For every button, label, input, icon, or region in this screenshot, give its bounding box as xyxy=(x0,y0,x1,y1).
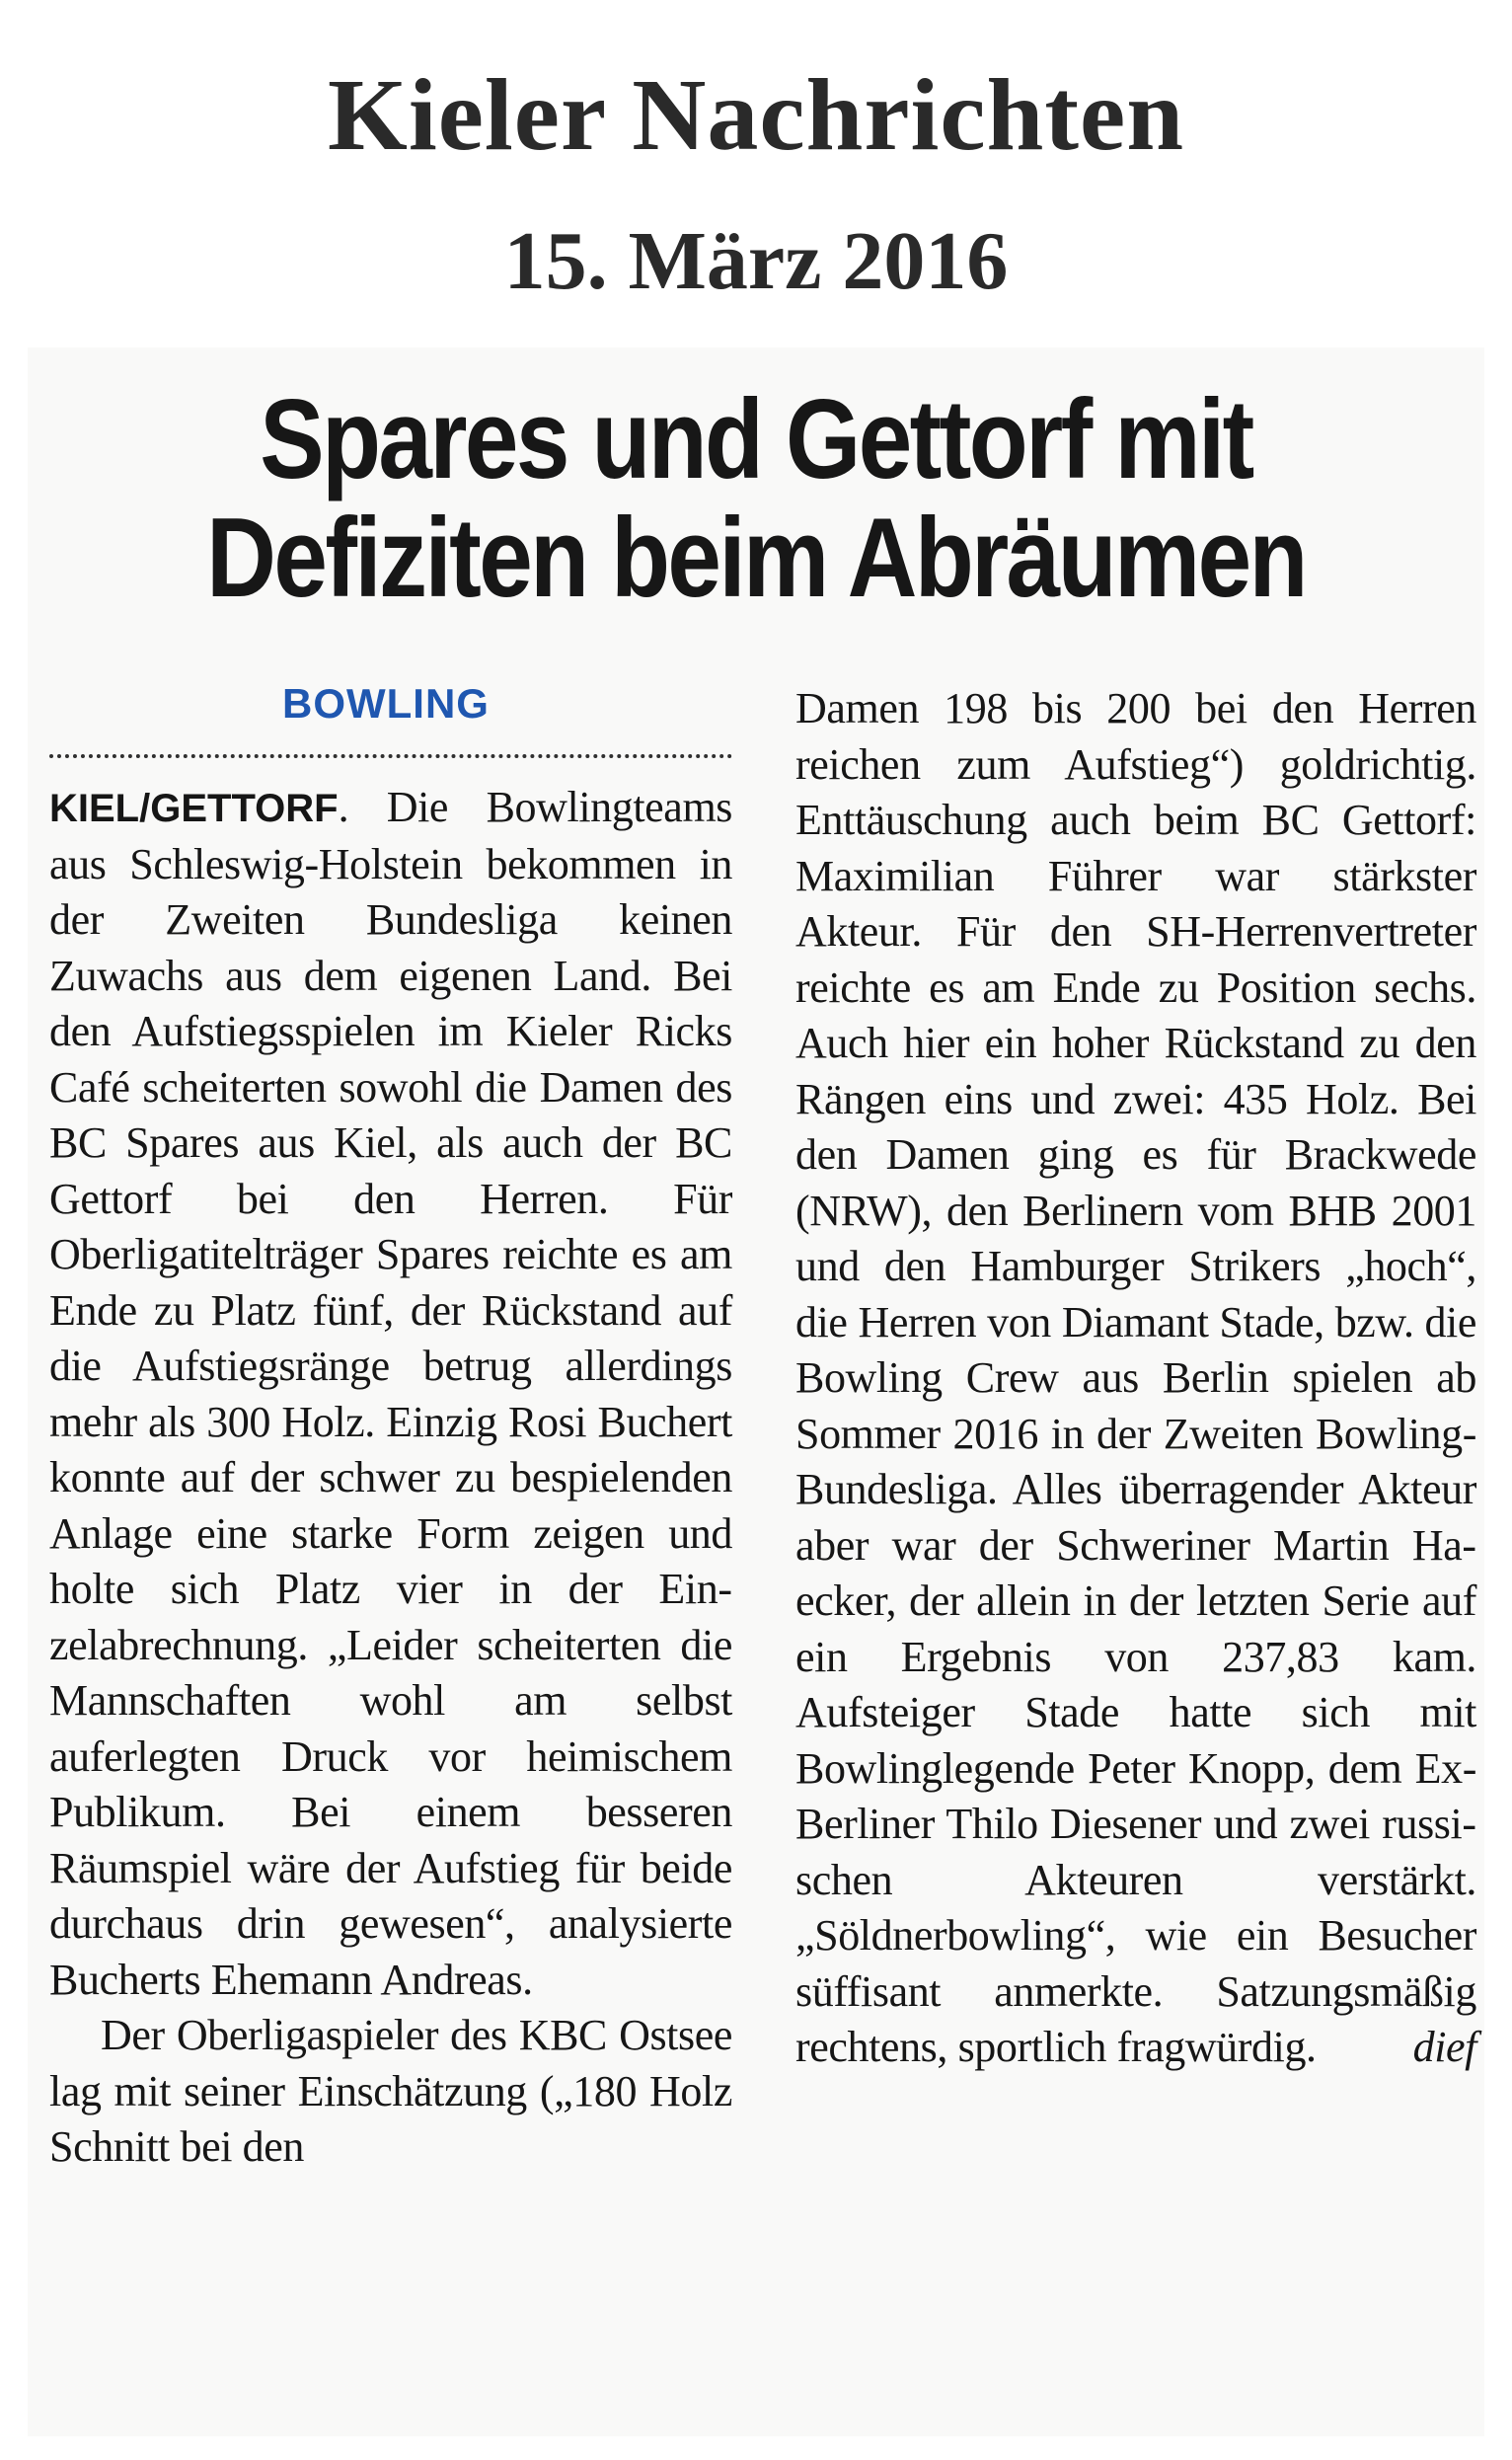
article-column-left xyxy=(49,780,732,2176)
article-headline xyxy=(106,377,1406,621)
headline-line-1: Spares und Gettorf mit xyxy=(260,377,1252,502)
paragraph-intro-text: . Die Bowlingteams aus Schleswig-Holstein bekommen in der Zweiten Bundesliga keinen Zuwachs aus dem eigenen Land. Bei den Aufstiegsspielen im Kieler Ricks Café scheiterten sowohl die Damen des BC Spares aus Kiel, als auch der BC Gettorf bei den Herren. Für Oberligatitelträger Spares reichte es am Ende zu Platz fünf, der Rückstand auf die Aufstiegsränge betrug allerdings mehr als 300 Holz. Einzig Rosi Buchert konnte auf der schwer zu bespielenden Anlage eine starke Form zeigen und holte sich Platz vier in der Einzelabrechnung. „Leider scheiterten die Mannschaften wohl am selbst auferlegten Druck vor heimischem Publikum. Bei einem besseren Räumspiel wäre der Aufstieg für beide durchaus drin gewesen“, analysierte Bucherts Ehemann Andreas. xyxy=(49,783,732,2004)
headline-line-2: Defiziten beim Abräumen xyxy=(206,496,1306,621)
publication-date: 15. März 2016 xyxy=(503,215,1009,307)
author-signature: dief xyxy=(1412,2023,1476,2071)
paragraph-intro xyxy=(49,780,732,2008)
topic-label: BOWLING xyxy=(282,680,490,727)
dateline: KIEL/GETTORF xyxy=(49,787,339,830)
paragraph-continued xyxy=(795,681,1476,2076)
article-column-right xyxy=(795,681,1476,2076)
dotted-divider xyxy=(49,754,732,758)
paragraph-second: Der Oberligaspieler des KBC Ostsee lag mit seiner Einschätzung („180 Holz Schnitt bei den xyxy=(49,2011,732,2171)
newspaper-name: Kieler Nachrichten xyxy=(327,58,1185,172)
paragraph-continued-text: Damen 198 bis 200 bei den Herren reichen zum Aufstieg“) goldrichtig. Enttäuschung auch beim BC Gettorf: Maximilian Führer war stärkster Akteur. Für den SH-Herrenvertreter reichte es am Ende zu Position sechs. Auch hier ein hoher Rückstand zu den Rängen eins und zwei: 435 Holz. Bei den Damen ging es für Brackwede (NRW), den Berlinern vom BHB 2001 und den Hamburger Strikers „hoch“, die Herren von Diamant Stade, bzw. die Bowling Crew aus Berlin spielen ab Sommer 2016 in der Zweiten Bowling-Bundesliga. Alles überragender Akteur aber war der Schweriner Martin Haecker, der allein in der letzten Serie auf ein Ergebnis von 237,83 kam. Aufsteiger Stade hatte sich mit Bowlinglegende Peter Knopp, dem Ex-Berliner Thilo Diesener und zwei russischen Akteuren verstärkt. „Söldnerbowling“, wie ein Besucher süffisant anmerkte. Satzungsmäßig rechtens, sportlich fragwürdig. xyxy=(795,684,1476,2071)
